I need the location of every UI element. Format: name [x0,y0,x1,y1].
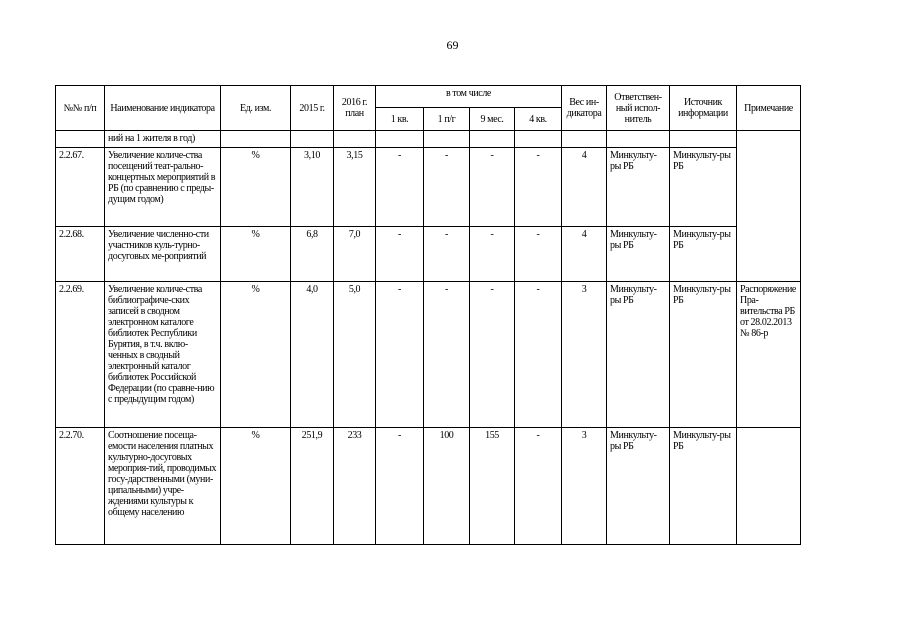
row-9m: - [470,282,515,428]
row-q4: - [515,428,562,545]
cell [376,131,424,148]
header-name: Наименование индикатора [105,86,221,131]
header-q1: 1 кв. [376,108,424,131]
header-row [56,86,801,108]
row-2016: 5,0 [334,282,376,428]
row-9m: - [470,227,515,282]
row-2015: 3,10 [291,148,334,227]
continuation-row [56,131,801,148]
header-unit: Ед. изм. [221,86,291,131]
row-weight: 3 [562,428,607,545]
row-q4: - [515,282,562,428]
row-num: 2.2.70. [56,428,105,545]
row-q1: - [376,227,424,282]
row-q1: - [376,282,424,428]
row-unit: % [221,227,291,282]
row-num: 2.2.69. [56,282,105,428]
row-source: Минкульту-ры РБ [670,428,737,545]
header-note: Примечание [737,86,801,131]
row-2016: 233 [334,428,376,545]
row-2015: 6,8 [291,227,334,282]
row-unit: % [221,282,291,428]
row-name: Увеличение численно-сти участников куль-турно-досуговых ме-роприятий [105,227,221,282]
row-responsible: Минкульту-ры РБ [607,227,670,282]
row-weight: 4 [562,148,607,227]
header-incl: в том числе [376,86,562,108]
row-responsible: Минкульту-ры РБ [607,148,670,227]
cell [515,131,562,148]
header-h1: 1 п/г [424,108,470,131]
row-responsible: Минкульту-ры РБ [607,428,670,545]
row-source: Минкульту-ры РБ [670,282,737,428]
row-name: Увеличение количе-ства посещений теат-рально-концертных мероприятий в РБ (по сравнению с преды-дущим годом) [105,148,221,227]
header-responsible: Ответствен-ный испол-нитель [607,86,670,131]
row-source: Минкульту-ры РБ [670,148,737,227]
row-2015: 4,0 [291,282,334,428]
table-row [56,227,801,282]
note-cell [737,131,801,282]
row-h1: 100 [424,428,470,545]
row-h1: - [424,227,470,282]
row-2015: 251,9 [291,428,334,545]
cell [607,131,670,148]
row-name: Соотношение посеща-емости населения платных культурно-досуговых мероприя-тий, проводимых госу-дарственными (муни-ципальными) учре-ждениями культуры к общему населению [105,428,221,545]
indicators-table [55,85,801,545]
table-row [56,282,801,428]
cell [56,131,105,148]
cell [221,131,291,148]
header-num: №№ п/п [56,86,105,131]
header-2015: 2015 г. [291,86,334,131]
cell [562,131,607,148]
row-q4: - [515,227,562,282]
header-9m: 9 мес. [470,108,515,131]
page-number: 69 [446,38,459,52]
row-num: 2.2.68. [56,227,105,282]
row-9m: - [470,148,515,227]
cell [470,131,515,148]
table-row [56,148,801,227]
row-weight: 4 [562,227,607,282]
row-note: Распоряжение Пра-вительства РБ от 28.02.2013 № 86-р [737,282,801,428]
header-weight: Вес ин-дикатора [562,86,607,131]
row-2016: 7,0 [334,227,376,282]
header-q4: 4 кв. [515,108,562,131]
cell [334,131,376,148]
cell [424,131,470,148]
row-name: Увеличение количе-ства библиографиче-ских записей в сводном электронном каталоге библиотек Республики Бурятия, в т.ч. вклю-ченных в сводный электронный каталог библиотек Российской Федерации (по сравне-нию с предыдущим годом) [105,282,221,428]
row-weight: 3 [562,282,607,428]
row-unit: % [221,148,291,227]
row-unit: % [221,428,291,545]
row-q1: - [376,428,424,545]
header-2016: 2016 г. план [334,86,376,131]
row-responsible: Минкульту-ры РБ [607,282,670,428]
row-source: Минкульту-ры РБ [670,227,737,282]
row-h1: - [424,282,470,428]
row-q1: - [376,148,424,227]
header-source: Источник информации [670,86,737,131]
continuation-text: ний на 1 жителя в год) [105,131,221,148]
cell [291,131,334,148]
row-num: 2.2.67. [56,148,105,227]
row-h1: - [424,148,470,227]
row-q4: - [515,148,562,227]
row-note [737,428,801,545]
table-row [56,428,801,545]
row-2016: 3,15 [334,148,376,227]
row-9m: 155 [470,428,515,545]
cell [670,131,737,148]
